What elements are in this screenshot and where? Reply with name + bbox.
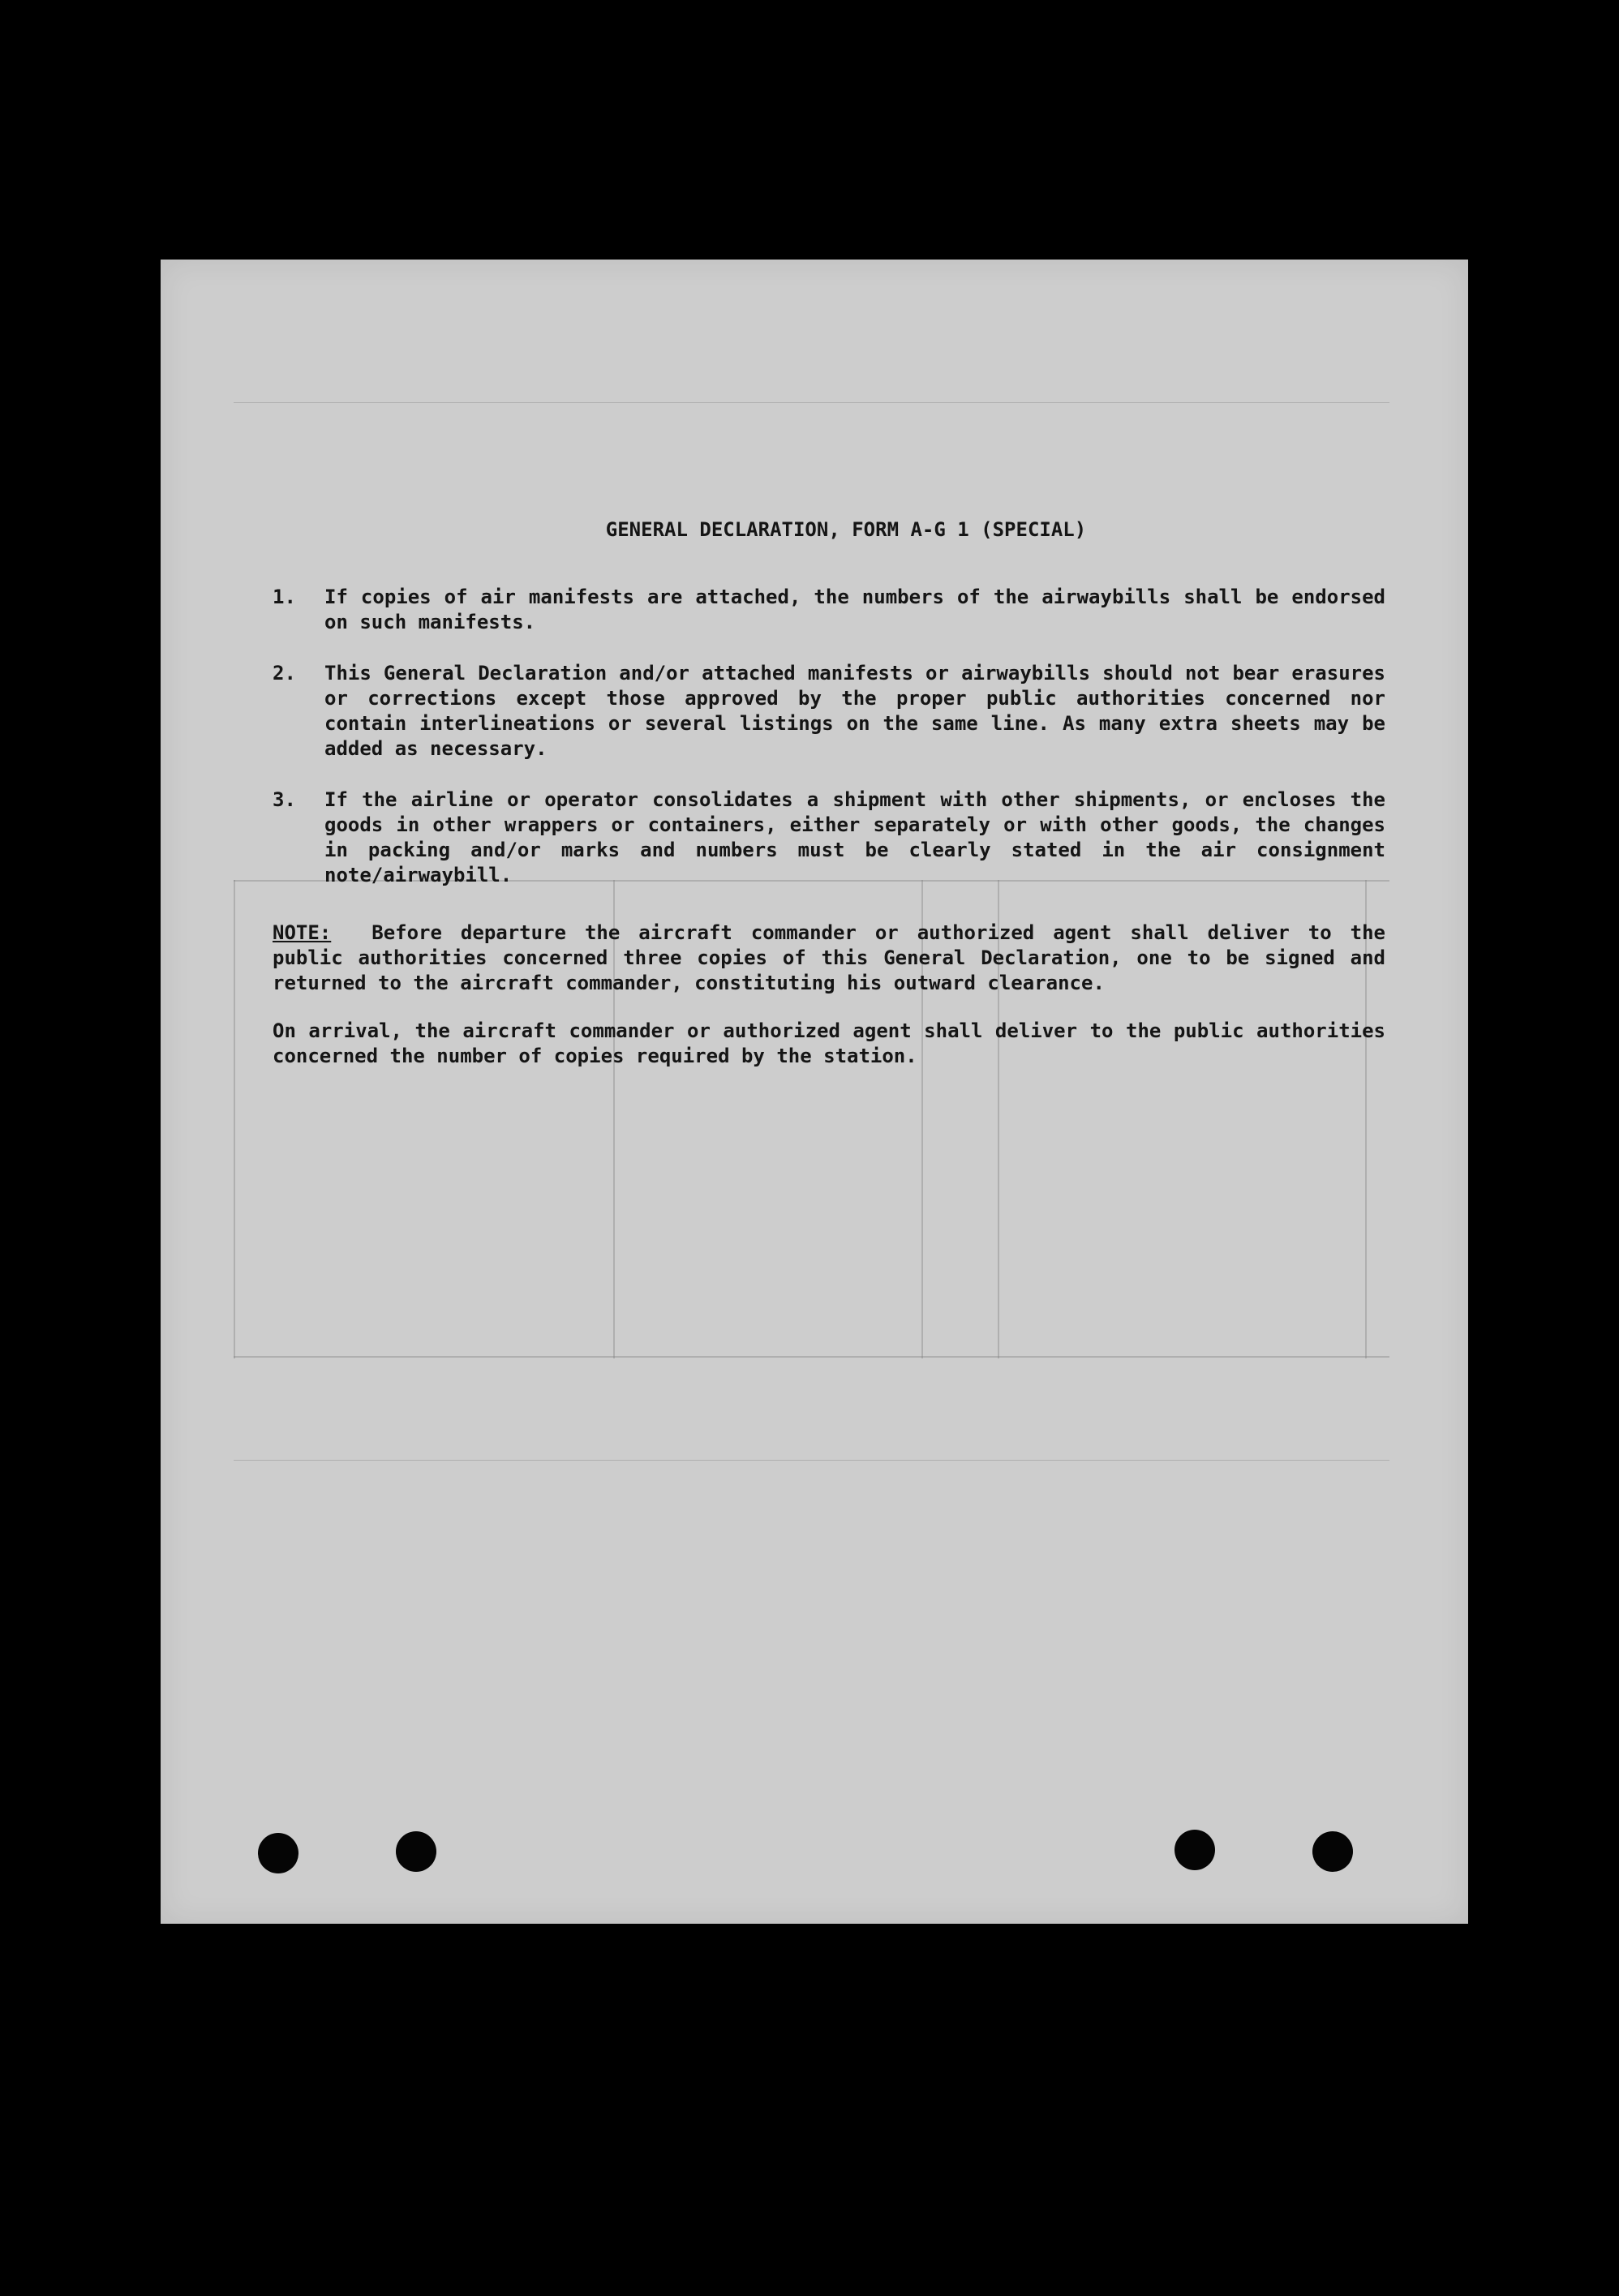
item-text: If copies of air manifests are attached, the numbers of the airwaybills shall be endorsed on such manifests.: [324, 586, 1385, 633]
document-page: [161, 260, 1468, 1924]
document-content: [273, 517, 1385, 1069]
bleed-through-line: [234, 1460, 1389, 1461]
note-paragraph: [273, 921, 1385, 996]
item-number: 3.: [273, 788, 296, 811]
item-number: 2.: [273, 662, 296, 685]
instruction-item: [273, 661, 1385, 762]
item-text: This General Declaration and/or attached manifests or airwaybills should not bear erasures or corrections except those approved by the proper public authorities concerned nor contain interlineations or several listings on the same line. As many extra sheets may be added as necessary.: [324, 662, 1385, 760]
bleed-through-line: [234, 402, 1389, 403]
arrival-paragraph: On arrival, the aircraft commander or authorized agent shall deliver to the public authorities concerned the number of copies required by the station.: [273, 1019, 1385, 1067]
note-label: NOTE:: [273, 921, 332, 944]
bleed-through-line: [234, 1356, 1389, 1358]
instruction-item: [273, 585, 1385, 635]
document-title: GENERAL DECLARATION, FORM A-G 1 (SPECIAL): [605, 518, 1087, 541]
punch-hole: [1312, 1831, 1353, 1872]
item-text: If the airline or operator consolidates a shipment with other shipments, or encloses the goods in other wrappers or containers, either separately or with other goods, the changes in packing and/or marks and numbers must be clearly stated in the air consignment note/airwaybill.: [324, 788, 1385, 886]
punch-hole: [1175, 1830, 1215, 1870]
note-text: Before departure the aircraft commander or authorized agent shall deliver to the public authorities concerned three copies of this General Declaration, one to be signed and returned to the aircraft commander, constituting his outward clearance.: [273, 921, 1385, 994]
punch-hole: [396, 1831, 436, 1872]
punch-hole: [258, 1833, 298, 1873]
item-number: 1.: [273, 586, 296, 608]
instruction-item: [273, 788, 1385, 888]
bleed-through-line: [234, 880, 235, 1358]
